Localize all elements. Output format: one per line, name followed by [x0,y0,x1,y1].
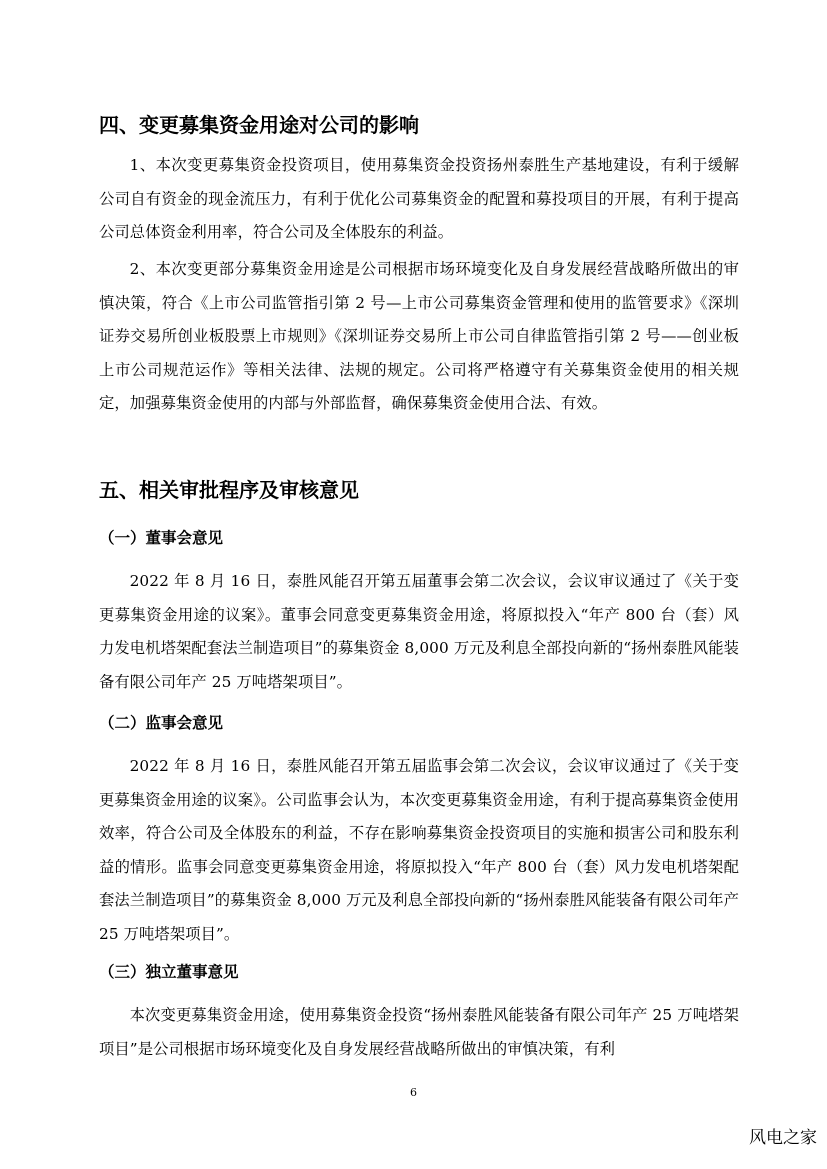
independent-directors-opinion-paragraph: 本次变更募集资金用途，使用募集资金投资“扬州泰胜风能装备有限公司年产 25 万吨塔架项目”是公司根据市场环境变化及自身发展经营战略所做出的审慎决策，有利 [99,1006,739,1058]
section-4-paragraph-2: 2、本次变更部分募集资金用途是公司根据市场环境变化及自身发展经营战略所做出的审慎决策，符合《上市公司监管指引第 2 号—上市公司募集资金管理和使用的监管要求》《深圳证券交易所创业板股票上市规则》《深圳证券交易所上市公司自律监管指引第 2 号——创业板上市公司规范运作》等相关法律、法规的规定。公司将严格遵守有关募集资金使用的相关规定，加强募集资金使用的内部与外部监督，确保募集资金使用合法、有效。 [99,260,739,412]
section-4-heading: 四、变更募集资金用途对公司的影响 [99,113,419,137]
independent-directors-opinion-heading: （三）独立董事意见 [99,963,239,981]
section-4-paragraph-1: 1、本次变更募集资金投资项目，使用募集资金投资扬州泰胜生产基地建设，有利于缓解公司自有资金的现金流压力，有利于优化公司募集资金的配置和募投项目的开展，有利于提高公司总体资金利用率，符合公司及全体股东的利益。 [99,156,739,241]
section-5-heading: 五、相关审批程序及审核意见 [99,478,359,502]
supervisors-opinion-paragraph: 2022 年 8 月 16 日，泰胜风能召开第五届监事会第二次会议，会议审议通过了《关于变更募集资金用途的议案》。公司监事会认为，本次变更募集资金用途，有利于提高募集资金使用效率，符合公司及全体股东的利益，不存在影响募集资金投资项目的实施和损害公司和股东利益的情形。监事会同意变更募集资金用途，将原拟投入“年产 800 台（套）风力发电机塔架配套法兰制造项目”的募集资金 8,000 万元及利息全部投向新的“扬州泰胜风能装备有限公司年产 25 万吨塔架项目”。 [99,757,739,943]
watermark-text: 风电之家 [749,1128,817,1148]
supervisors-opinion-heading: （二）监事会意见 [99,714,224,732]
board-opinion-heading: （一）董事会意见 [99,529,224,547]
page-number: 6 [410,1086,417,1099]
board-opinion-paragraph: 2022 年 8 月 16 日，泰胜风能召开第五届董事会第二次会议，会议审议通过了《关于变更募集资金用途的议案》。董事会同意变更募集资金用途，将原拟投入“年产 800 台（套）风力发电机塔架配套法兰制造项目”的募集资金 8,000 万元及利息全部投向新的“扬州泰胜风能装备有限公司年产 25 万吨塔架项目”。 [99,572,739,691]
